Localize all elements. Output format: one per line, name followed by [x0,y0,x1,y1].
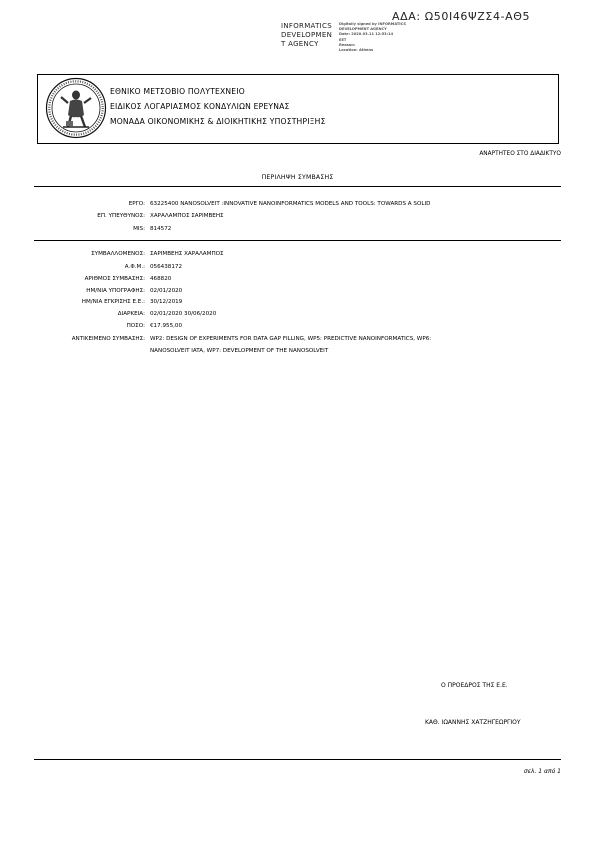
contractor-label: ΣΥΜΒΑΛΛΟΜΕΝΟΣ: [91,251,145,257]
stamp-detail-line: Digitally signed by INFORMATICS [339,22,406,26]
approval-date-value: 30/12/2019 [150,299,183,305]
signature-stamp-name [281,22,337,49]
duration-label: ΔΙΑΡΚΕΙΑ: [117,311,145,317]
subject-value-continued: NANOSOLVEIT IATA, WP7: DEVELOPMENT OF THE NANOSOLVEIT [150,348,329,354]
signing-date-label: ΗΜ/ΝΙΑ ΥΠΟΓΡΑΦΗΣ: [86,288,145,294]
page-number: σελ. 1 από 1 [523,768,561,775]
afm-value: 056438172 [150,264,183,270]
subject-label: ΑΝΤΙΚΕΙΜΕΝΟ ΣΥΜΒΑΣΗΣ: [71,336,145,342]
ada-code: ΑΔΑ: Ω50Ι46ΨΖΣ4-ΑΘ5 [392,10,531,23]
divider [34,186,561,187]
project-value: 63225400 NANOSOLVEIT :INNOVATIVE NANOINFORMATICS MODELS AND TOOLS: TOWARDS A SOLID [150,201,431,207]
stamp-detail-line: Date: 2020.03.11 12:53:14 [339,32,394,37]
divider [34,240,561,241]
university-seal-icon [45,77,107,139]
project-label: ΕΡΓΟ: [128,201,145,207]
document-title: ΠΕΡΙΛΗΨΗ ΣΥΜΒΑΣΗΣ [261,174,334,181]
subject-value: WP2: DESIGN OF EXPERIMENTS FOR DATA GAP FILLING, WP5: PREDICTIVE NANOINFORMATICS, WP6: [150,336,432,342]
mis-label: MIS: [133,226,145,232]
signature-stamp-details [339,22,406,53]
stamp-line: DEVELOPMEN [281,31,333,39]
contractor-value: ΣΑΡΙΜΒΕΗΣ ΧΑΡΑΛΑΜΠΟΣ [150,251,224,257]
stamp-line: INFORMATICS [281,22,332,30]
stamp-detail-line: EET [339,37,347,42]
account-name: ΕΙΔΙΚΟΣ ΛΟΓΑΡΙΑΣΜΟΣ ΚΟΝΔΥΛΙΩΝ ΕΡΕΥΝΑΣ [110,102,290,111]
mis-value: 814572 [150,226,172,232]
unit-name: ΜΟΝΑΔΑ ΟΙΚΟΝΟΜΙΚΗΣ & ΔΙΟΙΚΗΤΙΚΗΣ ΥΠΟΣΤΗΡΙΞΗΣ [110,117,326,126]
signatory-role: Ο ΠΡΟΕΔΡΟΣ ΤΗΣ Ε.Ε. [441,682,508,689]
amount-label: ΠΟΣΟ: [126,323,145,329]
contract-number-value: 468820 [150,276,172,282]
duration-value: 02/01/2020 30/06/2020 [150,311,217,317]
afm-label: Α.Φ.Μ.: [124,264,145,270]
university-name: ΕΘΝΙΚΟ ΜΕΤΣΟΒΙΟ ΠΟΛΥΤΕΧΝΕΙΟ [110,87,245,96]
supervisor-label: ΕΠ. ΥΠΕΥΘΥΝΟΣ: [97,213,145,219]
divider [34,759,561,760]
stamp-detail-line: Location: Athens [339,48,374,53]
amount-value: €17.955,00 [150,323,183,329]
supervisor-value: ΧΑΡΑΛΑΜΠΟΣ ΣΑΡΙΜΒΕΗΣ [150,213,224,219]
stamp-detail-line: Reason: [339,42,356,47]
signatory-name: ΚΑΘ. ΙΩΑΝΝΗΣ ΧΑΤΖΗΓΕΩΡΓΙΟΥ [425,719,521,726]
posted-note: ΑΝΑΡΤΗΤΕΟ ΣΤΟ ΔΙΑΔΙΚΤΥΟ [479,151,561,157]
contract-number-label: ΑΡΙΘΜΟΣ ΣΥΜΒΑΣΗΣ: [84,276,145,282]
stamp-line: T AGENCY [281,40,319,48]
approval-date-label: ΗΜ/ΝΙΑ ΕΓΚΡΙΣΗΣ Ε.Ε.: [81,299,145,305]
stamp-detail-line: DEVELOPMENT AGENCY [339,27,387,32]
signing-date-value: 02/01/2020 [150,288,183,294]
